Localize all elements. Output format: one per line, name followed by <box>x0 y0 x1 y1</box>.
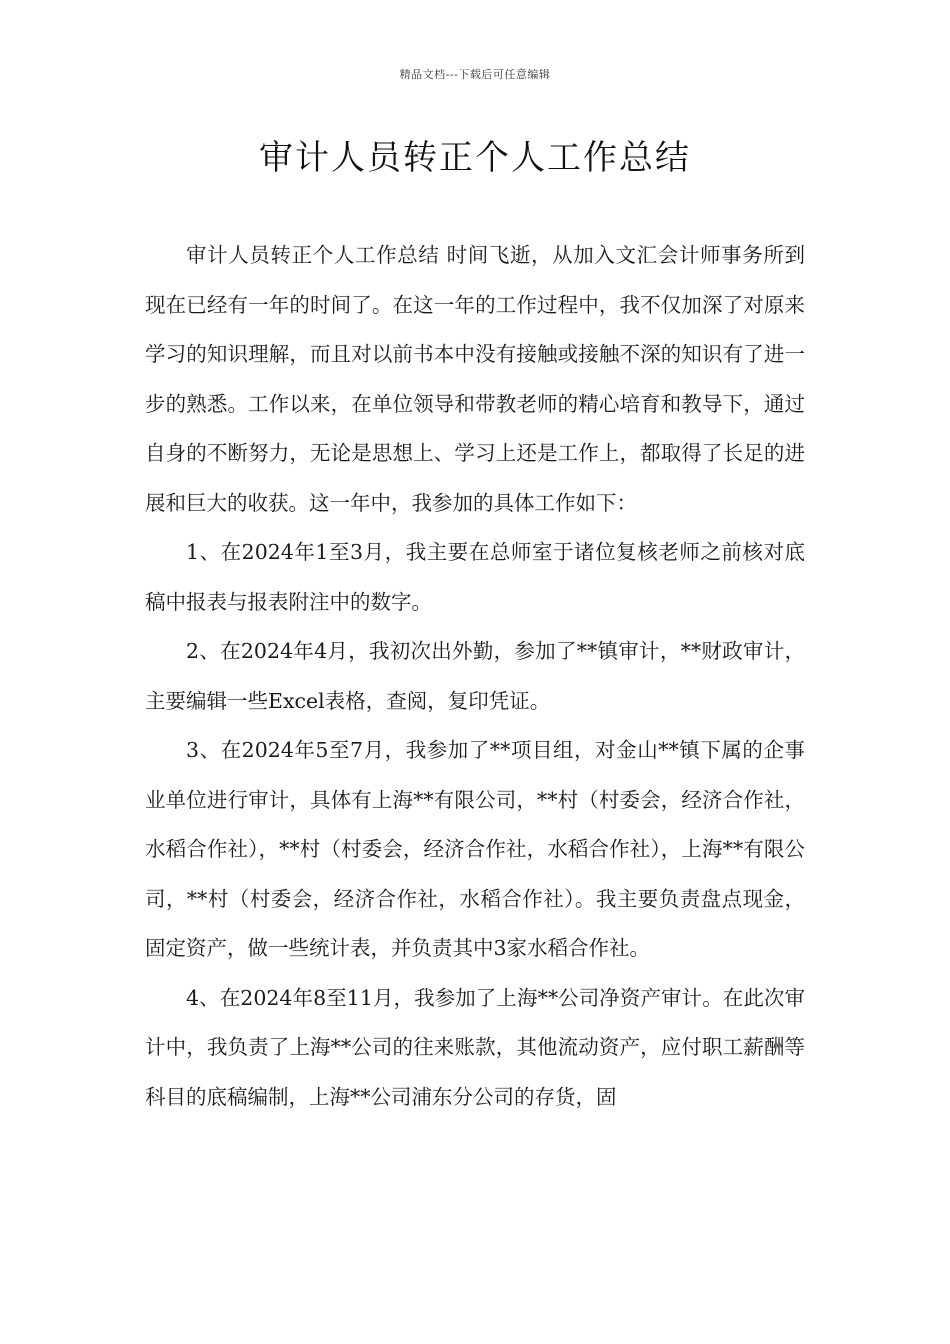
paragraph-item-4: 4、在2024年8至11月，我参加了上海**公司净资产审计。在此次审计中，我负责了上海**公司的往来账款，其他流动资产，应付职工薪酬等科目的底稿编制，上海**公司浦东分公司的存货，固 <box>145 985 805 1109</box>
document-body <box>145 231 805 1122</box>
paragraph-item-3: 3、在2024年5至7月，我参加了**项目组，对金山**镇下属的企事业单位进行审计，具体有上海**有限公司，**村（村委会，经济合作社，水稻合作社），**村（村委会，经济合作社，水稻合作社），上海**有限公司，**村（村委会，经济合作社，水稻合作社）。我主要负责盘点现金，固定资产，做一些统计表，并负责其中3家水稻合作社。 <box>145 738 805 960</box>
page-title: 审计人员转正个人工作总结 <box>259 138 691 178</box>
paragraph-intro: 审计人员转正个人工作总结 时间飞逝，从加入文汇会计师事务所到现在已经有一年的时间了。在这一年的工作过程中，我不仅加深了对原来学习的知识理解，而且对以前书本中没有接触或接触不深的知识有了进一步的熟悉。工作以来，在单位领导和带教老师的精心培育和教导下，通过自身的不断努力，无论是思想上、学习上还是工作上，都取得了长足的进展和巨大的收获。这一年中，我参加的具体工作如下： <box>145 243 805 515</box>
paragraph-item-1: 1、在2024年1至3月，我主要在总师室于诸位复核老师之前核对底稿中报表与报表附注中的数字。 <box>145 540 805 614</box>
header-note: 精品文档---下载后可任意编辑 <box>399 68 551 81</box>
paragraph-item-2: 2、在2024年4月，我初次出外勤，参加了**镇审计，**财政审计，主要编辑一些Excel表格，查阅，复印凭证。 <box>145 639 805 713</box>
